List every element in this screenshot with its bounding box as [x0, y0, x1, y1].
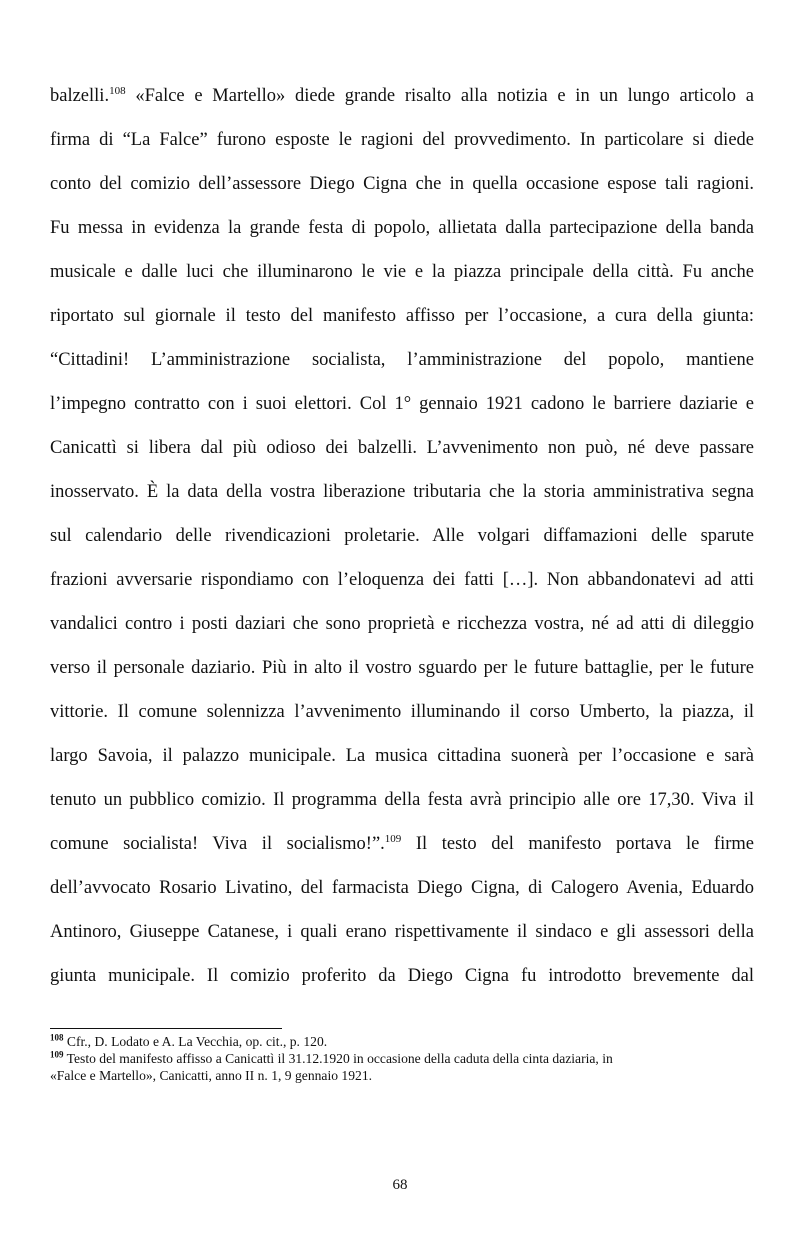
footnote-text: Cfr., D. Lodato e A. La Vecchia, op. cit., p. 120. — [66, 1034, 328, 1049]
footnote-text: Testo del manifesto affisso a Canicattì il 31.12.1920 in occasione della caduta della cinta daziaria, in — [66, 1051, 613, 1066]
text-line: giunta municipale. Il comizio proferito da Diego Cigna fu introdotto brevemente dal — [50, 966, 754, 986]
text-line: largo Savoia, il palazzo municipale. La musica cittadina suonerà per l’occasione e sarà — [50, 746, 754, 766]
text-segment: Il testo del manifesto portava le firme — [401, 834, 754, 854]
text-line: firma di “La Falce” furono esposte le ragioni del provvedimento. In particolare si diede — [50, 130, 754, 150]
footnote-number: 108 — [50, 1032, 64, 1043]
text-segment: comune socialista! Viva il socialismo!”. — [50, 834, 385, 854]
text-line: sul calendario delle rivendicazioni proletarie. Alle volgari diffamazioni delle sparute — [50, 526, 754, 546]
footnote-text: «Falce e Martello», Canicatti, anno II n. 1, 9 gennaio 1921. — [50, 1068, 373, 1083]
footnote-line — [50, 1050, 754, 1067]
text-line: inosservato. È la data della vostra liberazione tributaria che la storia amministrativa segna — [50, 482, 754, 502]
text-line: Antinoro, Giuseppe Catanese, i quali erano rispettivamente il sindaco e gli assessori della — [50, 922, 754, 942]
footnotes — [50, 1033, 754, 1084]
body-paragraph — [50, 74, 754, 998]
text-line: l’impegno contratto con i suoi elettori. Col 1° gennaio 1921 cadono le barriere daziarie e — [50, 394, 754, 414]
text-line: riportato sul giornale il testo del manifesto affisso per l’occasione, a cura della giunta: — [50, 306, 754, 326]
text-line: conto del comizio dell’assessore Diego Cigna che in quella occasione espose tali ragioni. — [50, 174, 754, 194]
text-line — [50, 74, 754, 118]
text-line: tenuto un pubblico comizio. Il programma della festa avrà principio alle ore 17,30. Viva il — [50, 790, 754, 810]
footnote-number: 109 — [50, 1049, 64, 1060]
text-line: dell’avvocato Rosario Livatino, del farmacista Diego Cigna, di Calogero Avenia, Eduardo — [50, 878, 754, 898]
text-line: verso il personale daziario. Più in alto il vostro sguardo per le future battaglie, per le future — [50, 658, 754, 678]
text-segment: «Falce e Martello» diede grande risalto alla notizia e in un lungo articolo a — [125, 86, 754, 106]
footnote-line — [50, 1067, 754, 1084]
text-line: Canicattì si libera dal più odioso dei balzelli. L’avvenimento non può, né deve passare — [50, 438, 754, 458]
text-line: vandalici contro i posti daziari che sono proprietà e ricchezza vostra, né ad atti di dileggio — [50, 614, 754, 634]
text-line: vittorie. Il comune solennizza l’avvenimento illuminando il corso Umberto, la piazza, il — [50, 702, 754, 722]
footnote-separator — [50, 1028, 282, 1029]
footnote-reference[interactable]: 109 — [384, 832, 402, 845]
text-line: frazioni avversarie rispondiamo con l’eloquenza dei fatti […]. Non abbandonatevi ad atti — [50, 570, 754, 590]
text-line — [50, 822, 754, 866]
text-line: musicale e dalle luci che illuminarono le vie e la piazza principale della città. Fu anche — [50, 262, 754, 282]
footnote-reference[interactable]: 108 — [109, 84, 126, 97]
text-segment: balzelli. — [50, 86, 110, 106]
footnote-line — [50, 1033, 754, 1050]
text-line: “Cittadini! L’amministrazione socialista, l’amministrazione del popolo, mantiene — [50, 350, 754, 370]
text-line: Fu messa in evidenza la grande festa di popolo, allietata dalla partecipazione della banda — [50, 218, 754, 238]
page-number: 68 — [392, 1177, 408, 1193]
